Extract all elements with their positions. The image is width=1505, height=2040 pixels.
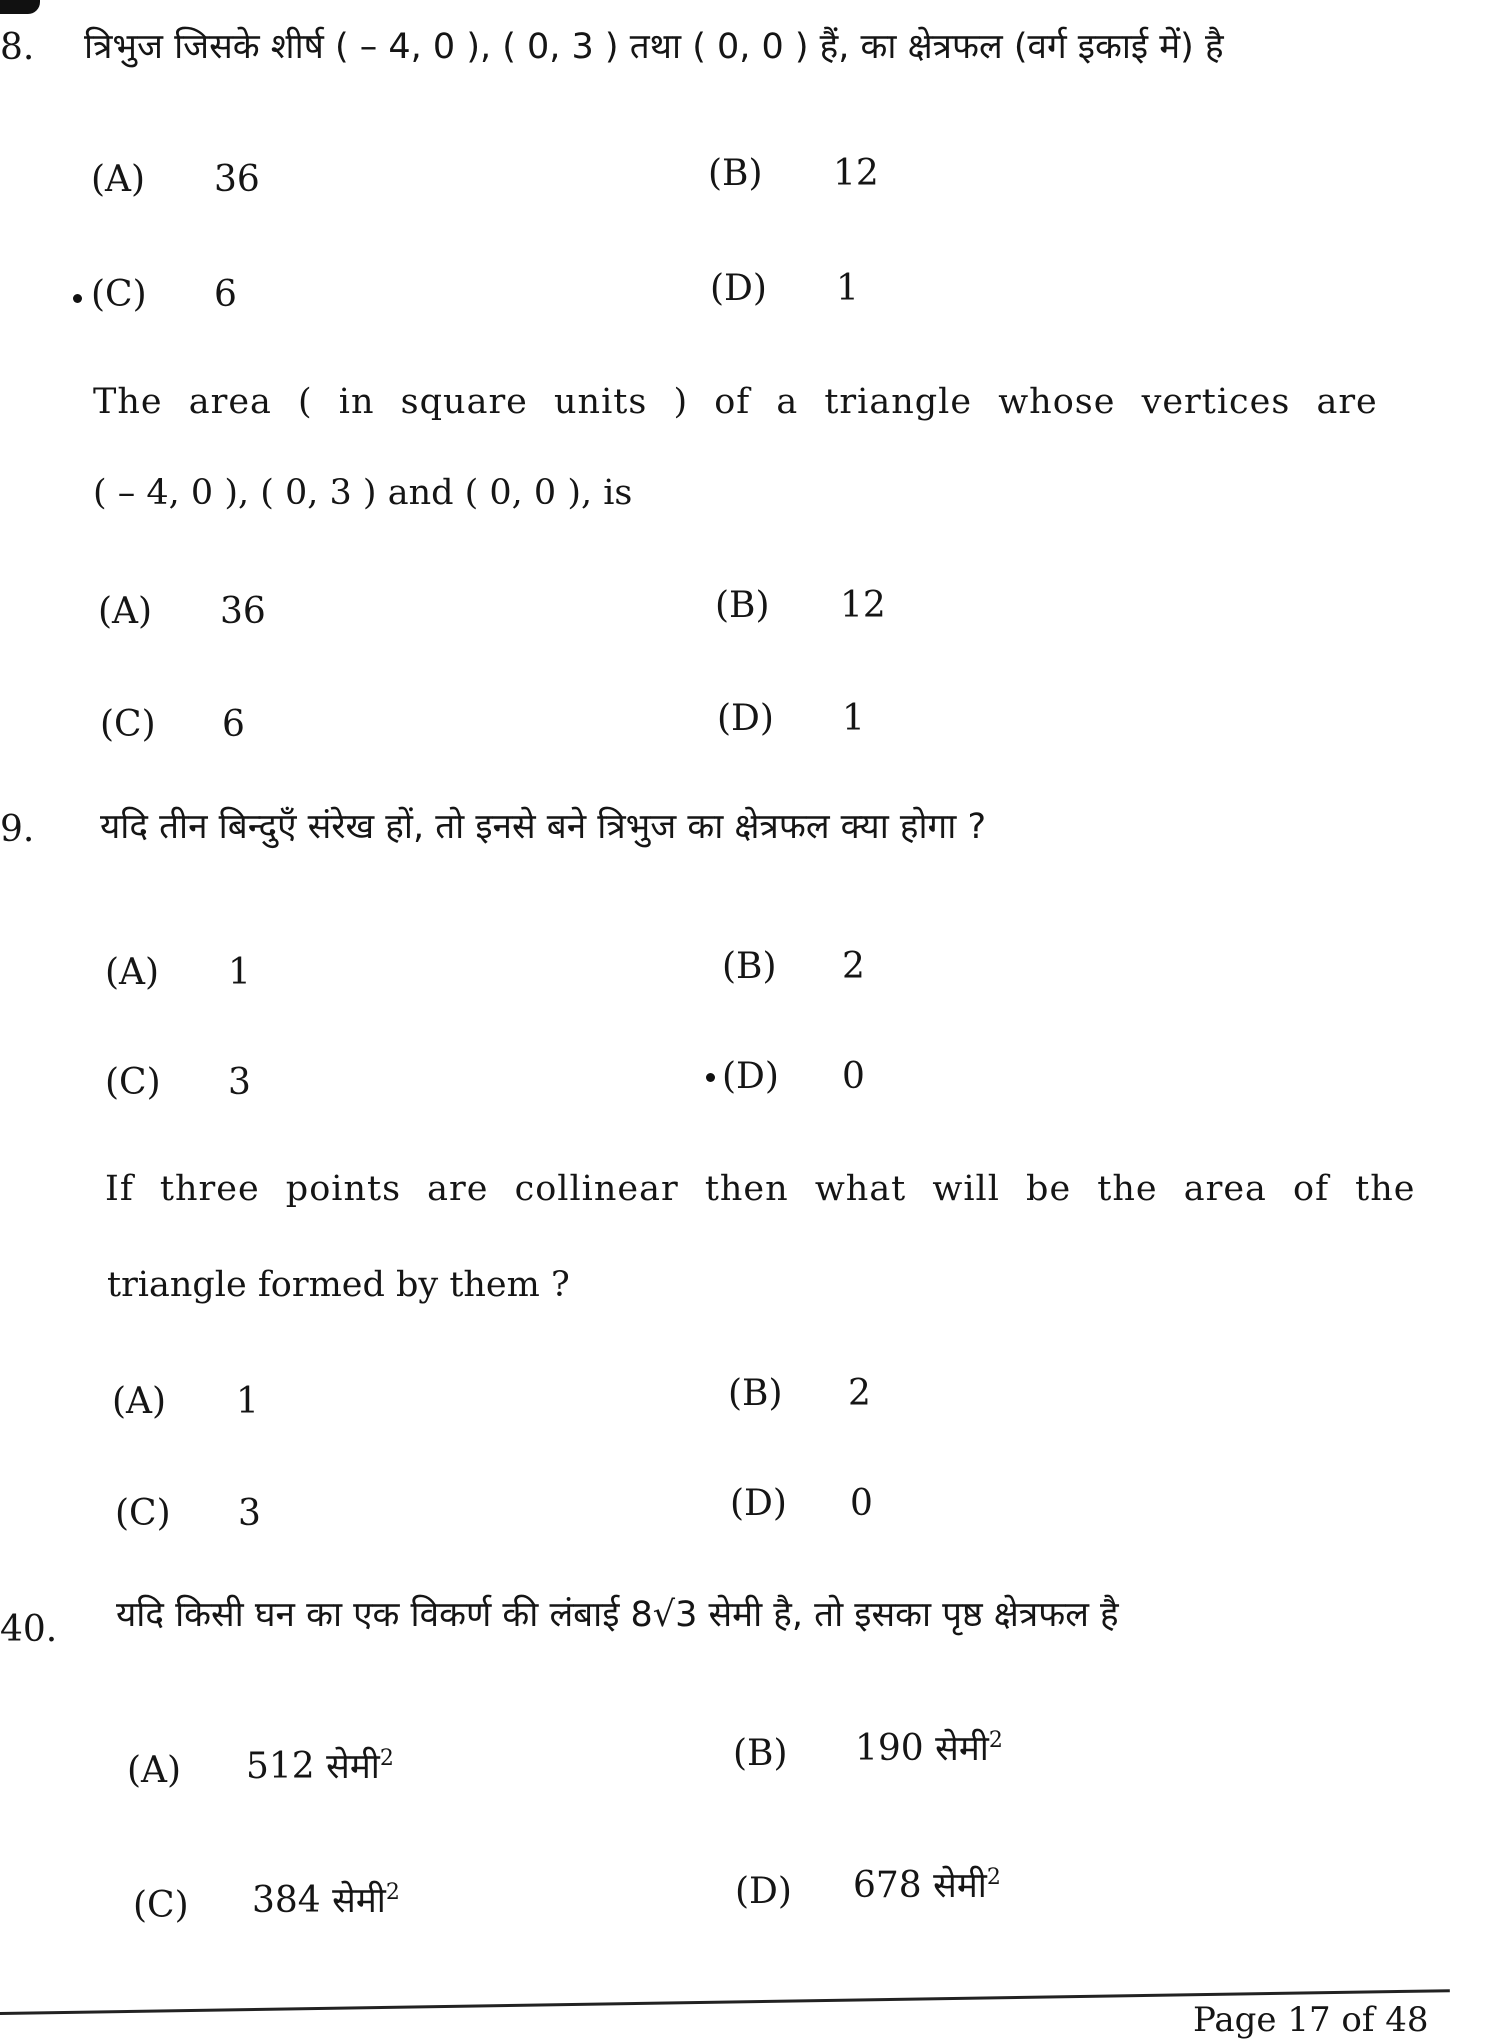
q39-number: 9. [0, 809, 35, 850]
q38-en-option-d-label: (D) [717, 698, 774, 739]
q40-option-b-value: 190 [855, 1728, 924, 1769]
q39-english-line1: If three points are collinear then what will be the area of the [105, 1169, 1416, 1209]
q40-option-d [853, 1867, 1001, 1904]
q38-en-option-b-label: (B) [715, 585, 770, 626]
q40-option-a [246, 1748, 394, 1785]
q40-hindi-text: यदि किसी घन का एक विकर्ण की लंबाई 8√3 सेमी है, तो इसका पृष्ठ क्षेत्रफल है [116, 1595, 1119, 1635]
q40-option-b [855, 1730, 1003, 1767]
q39-en-option-b-value: 2 [848, 1373, 871, 1414]
q38-hi-option-a-value: 36 [214, 159, 260, 200]
q39-en-option-d-label: (D) [730, 1483, 787, 1524]
scan-corner-mark [0, 0, 40, 14]
page-number: Page 17 of 48 [1193, 2000, 1429, 2040]
unit-exponent: 2 [379, 1746, 394, 1771]
q39-hi-option-c-value: 3 [228, 1062, 251, 1103]
q40-option-a-label: (A) [127, 1750, 182, 1791]
q39-hi-option-d-label: (D) [722, 1056, 779, 1097]
q40-option-d-label: (D) [735, 1871, 792, 1912]
unit-cm: सेमी [933, 1866, 987, 1906]
unit-cm: सेमी [935, 1729, 989, 1769]
unit-cm: सेमी [332, 1881, 386, 1921]
q39-hi-option-b-label: (B) [722, 946, 777, 987]
q40-option-a-value: 512 [246, 1746, 315, 1787]
q39-hi-option-a-value: 1 [228, 952, 251, 993]
q39-hindi-text: यदि तीन बिन्दुएँ संरेख हों, तो इनसे बने त्रिभुज का क्षेत्रफल क्या होगा ? [100, 807, 987, 847]
q39-hi-option-a-label: (A) [105, 952, 160, 993]
q39-en-option-d-value: 0 [850, 1483, 873, 1524]
q39-hi-option-c-label: (C) [105, 1062, 161, 1103]
q39-en-option-b-label: (B) [728, 1373, 783, 1414]
q38-english-line1: The area ( in square units ) of a triangle whose vertices are [93, 382, 1378, 422]
q40-option-d-value: 678 [853, 1865, 922, 1906]
q38-hi-option-d-label: (D) [710, 268, 767, 309]
q38-english-line2: ( – 4, 0 ), ( 0, 3 ) and ( 0, 0 ), is [93, 473, 633, 513]
q39-en-option-a-value: 1 [236, 1381, 259, 1422]
q39-hi-option-d-value: 0 [842, 1056, 865, 1097]
q40-option-c [252, 1882, 400, 1919]
q38-hi-option-c-label: (C) [91, 274, 147, 315]
q38-hindi-text: त्रिभुज जिसके शीर्ष ( – 4, 0 ), ( 0, 3 ) तथा ( 0, 0 ) हैं, का क्षेत्रफल (वर्ग इकाई में) है [84, 27, 1224, 67]
answer-mark-dot [706, 1073, 715, 1082]
q40-option-c-value: 384 [252, 1880, 321, 1921]
q40-number: 40. [0, 1609, 58, 1650]
q38-en-option-d-value: 1 [842, 698, 865, 739]
q38-hi-option-b-value: 12 [833, 153, 879, 194]
q38-number: 8. [0, 27, 35, 68]
q38-hi-option-a-label: (A) [91, 159, 146, 200]
q38-en-option-c-label: (C) [100, 704, 156, 745]
unit-exponent: 2 [385, 1880, 400, 1905]
q38-en-option-c-value: 6 [222, 704, 245, 745]
unit-exponent: 2 [986, 1865, 1001, 1890]
q38-hi-option-b-label: (B) [708, 153, 763, 194]
q39-hi-option-b-value: 2 [842, 946, 865, 987]
q39-en-option-c-value: 3 [238, 1493, 261, 1534]
q38-hi-option-c-value: 6 [214, 274, 237, 315]
unit-cm: सेमी [326, 1747, 380, 1787]
q38-en-option-b-value: 12 [840, 585, 886, 626]
q40-option-b-label: (B) [733, 1733, 788, 1774]
q38-en-option-a-label: (A) [98, 591, 153, 632]
unit-exponent: 2 [988, 1728, 1003, 1753]
q40-option-c-label: (C) [133, 1885, 189, 1926]
answer-mark-dot [73, 294, 82, 303]
q38-hi-option-d-value: 1 [836, 268, 859, 309]
q38-en-option-a-value: 36 [220, 591, 266, 632]
q39-english-line2: triangle formed by them ? [107, 1265, 570, 1305]
q39-en-option-c-label: (C) [115, 1493, 171, 1534]
q39-en-option-a-label: (A) [112, 1381, 167, 1422]
